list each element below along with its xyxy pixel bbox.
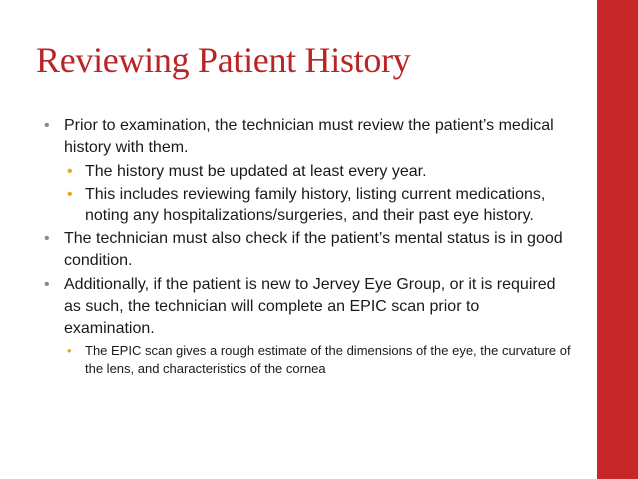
sub-bullet-text: The history must be updated at least every year. — [85, 163, 427, 180]
slide-title: Reviewing Patient History — [36, 40, 411, 80]
sub-bullet-list — [64, 342, 572, 378]
sub-bullet-list — [64, 161, 572, 226]
bullet-item — [42, 228, 572, 272]
sub-bullet-item — [64, 342, 572, 378]
bullet-dot-icon: • — [67, 186, 73, 203]
bullet-text: Prior to examination, the technician must review the patient’s medical history with them. — [64, 117, 554, 156]
bullet-dot-icon: • — [44, 117, 50, 134]
bullet-dot-icon: • — [44, 276, 50, 293]
bullet-dot-icon: • — [67, 343, 72, 358]
bullet-item — [42, 274, 572, 378]
bullet-text: The technician must also check if the patient’s mental status is in good condition. — [64, 230, 563, 269]
sub-bullet-text: This includes reviewing family history, listing current medications, noting any hospitalizations/surgeries, and their past eye history. — [85, 186, 546, 224]
bullet-text: Additionally, if the patient is new to Jervey Eye Group, or it is required as such, the technician will complete an EPIC scan prior to examination. — [64, 276, 556, 337]
sub-bullet-item — [64, 184, 572, 226]
sub-bullet-item — [64, 161, 572, 182]
bullet-list — [42, 115, 572, 378]
accent-band — [597, 0, 638, 479]
bullet-dot-icon: • — [67, 163, 73, 180]
bullet-item — [42, 115, 572, 226]
sub-bullet-text: The EPIC scan gives a rough estimate of the dimensions of the eye, the curvature of the lens, and characteristics of the cornea — [85, 343, 571, 376]
slide-body — [42, 115, 572, 380]
bullet-dot-icon: • — [44, 230, 50, 247]
